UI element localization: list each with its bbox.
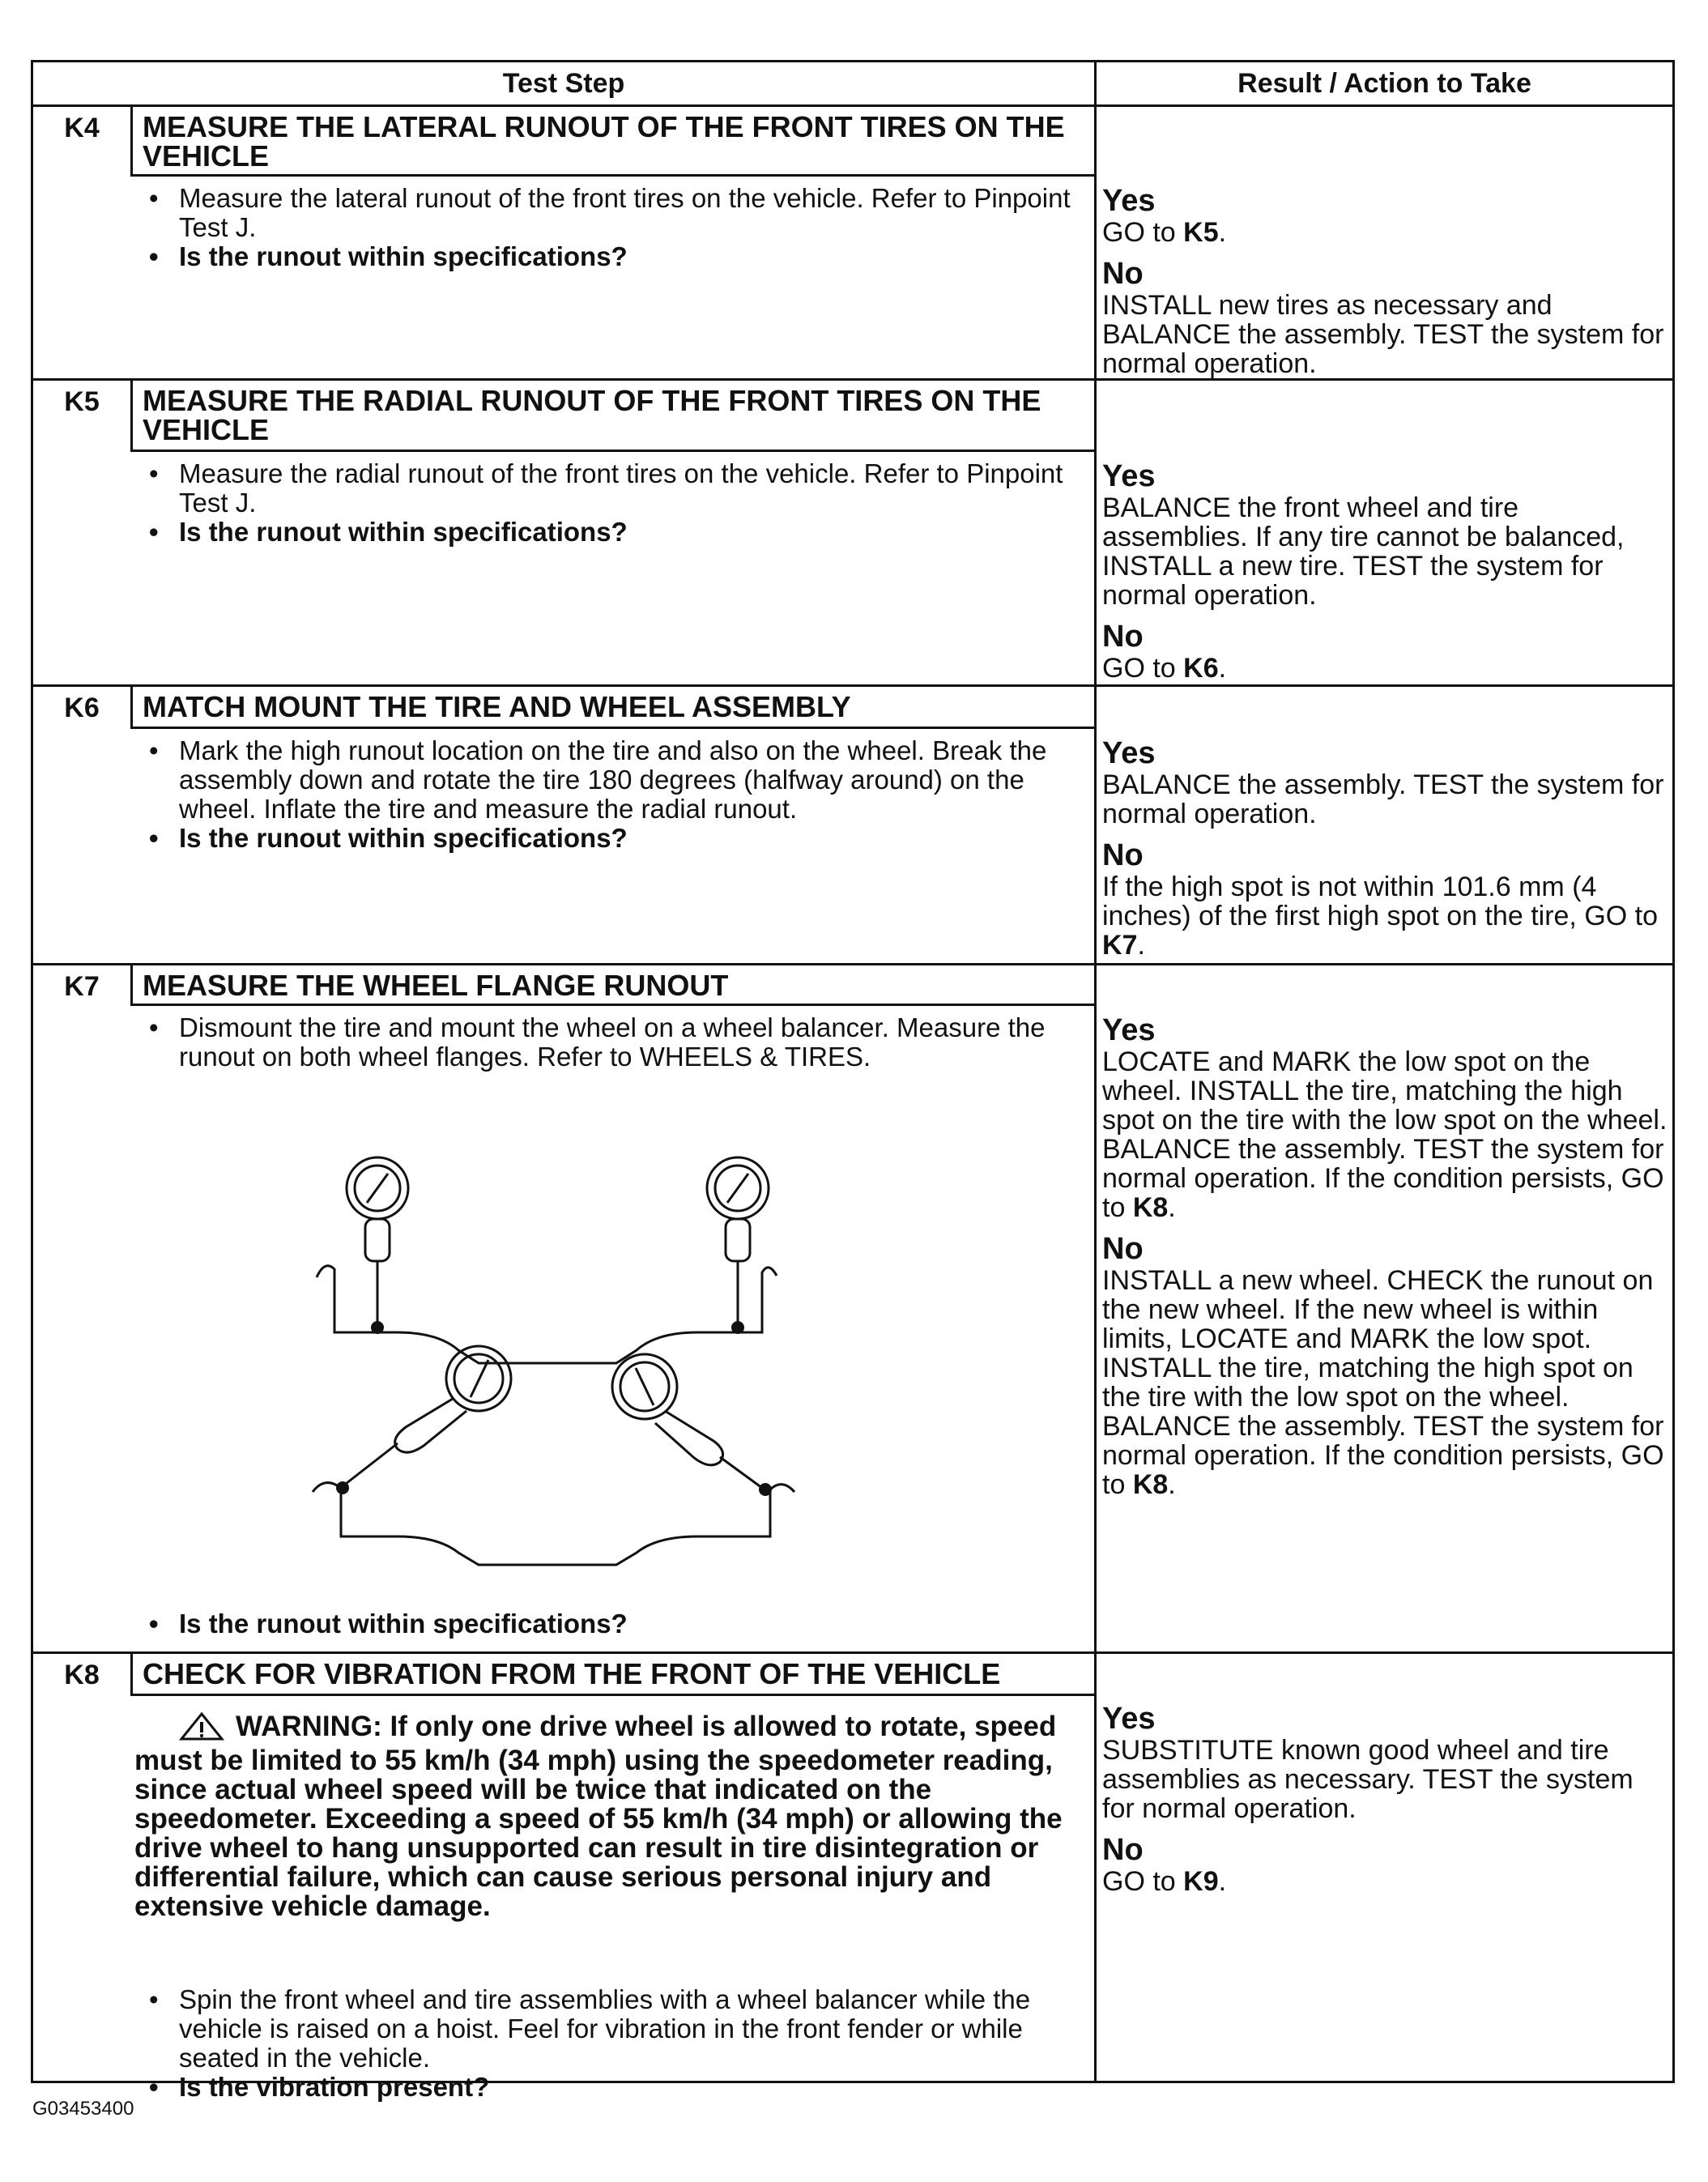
yes-action: GO to K5. bbox=[1102, 217, 1227, 248]
no-label: No bbox=[1102, 620, 1144, 654]
step-title-k5: MEASURE THE RADIAL RUNOUT OF THE FRONT TIRES ON THE VEHICLE bbox=[143, 384, 1041, 446]
step-id-k4: K4 bbox=[64, 113, 100, 143]
question-item: • Is the runout within specifications? bbox=[134, 824, 1106, 853]
result-k7 bbox=[1102, 1013, 1669, 1509]
yes-action: BALANCE the assembly. TEST the system for normal operation. bbox=[1102, 769, 1664, 829]
id-divider bbox=[130, 378, 133, 450]
figure-id: G03453400 bbox=[32, 2098, 134, 2120]
instruction-item: • Spin the front wheel and tire assemblies with a wheel balancer while the vehicle is raised on a hoist. Feel for vibration in the front fender or while seated in the vehicle. bbox=[134, 1985, 1106, 2073]
step-body-k5 bbox=[134, 459, 1106, 547]
yes-label: Yes bbox=[1102, 459, 1156, 493]
row-divider bbox=[33, 104, 1672, 107]
id-divider bbox=[130, 104, 133, 174]
result-k4 bbox=[1102, 184, 1669, 388]
step-id-k7: K7 bbox=[64, 971, 100, 1002]
no-label: No bbox=[1102, 838, 1144, 872]
yes-label: Yes bbox=[1102, 1013, 1156, 1047]
diagnostic-table bbox=[31, 60, 1675, 2102]
result-k8 bbox=[1102, 1702, 1669, 1906]
title-divider bbox=[130, 1694, 1094, 1696]
step-body-k8 bbox=[134, 1985, 1106, 2102]
question-item: • Is the vibration present? bbox=[134, 2073, 1106, 2102]
title-divider bbox=[130, 174, 1094, 177]
step-question-k7 bbox=[134, 1609, 1106, 1639]
column-divider bbox=[1094, 62, 1097, 2081]
header-test-step: Test Step bbox=[502, 67, 625, 99]
no-action: GO to K6. bbox=[1102, 653, 1227, 684]
safety-warning: WARNING: If only one drive wheel is allowed to rotate, speed must be limited to 55 km/h (34 mph) using the speedometer reading, since actual wheel speed will be twice that indicated on the speedometer. Exceeding a speed of 55 km/h (34 mph) or allowing the drive wheel to hang unsupported can result in tire disintegration or differential failure, which can cause serious personal injury and extensive vehicle damage. bbox=[134, 1711, 1063, 1922]
question-item: • Is the runout within specifications? bbox=[134, 1609, 1106, 1639]
instruction-item: • Dismount the tire and mount the wheel on a wheel balancer. Measure the runout on both wheel flanges. Refer to WHEELS & TIRES. bbox=[134, 1013, 1106, 1072]
no-label: No bbox=[1102, 1232, 1144, 1266]
wheel-profile-bottom bbox=[313, 1483, 794, 1565]
yes-label: Yes bbox=[1102, 1702, 1156, 1736]
result-k5 bbox=[1102, 459, 1669, 693]
instruction-item: • Measure the lateral runout of the front tires on the vehicle. Refer to Pinpoint Test J. bbox=[134, 184, 1106, 242]
wheel-profile-top bbox=[317, 1266, 777, 1363]
yes-label: Yes bbox=[1102, 736, 1156, 770]
row-divider bbox=[33, 378, 1672, 381]
yes-action: BALANCE the front wheel and tire assemblies. If any tire cannot be balanced, INSTALL a new tire. TEST the system for normal operation. bbox=[1102, 492, 1625, 611]
step-title-k7: MEASURE THE WHEEL FLANGE RUNOUT bbox=[143, 969, 729, 1002]
row-divider bbox=[33, 684, 1672, 687]
question-item: • Is the runout within specifications? bbox=[134, 242, 1106, 271]
row-divider bbox=[33, 1651, 1672, 1654]
id-divider bbox=[130, 1651, 133, 1694]
step-id-k6: K6 bbox=[64, 693, 100, 723]
yes-action: SUBSTITUTE known good wheel and tire assemblies as necessary. TEST the system for normal operation. bbox=[1102, 1735, 1633, 1824]
step-body-k6 bbox=[134, 736, 1106, 853]
yes-action: LOCATE and MARK the low spot on the wheel. INSTALL the tire, matching the high spot on the tire with the low spot on the wheel. BALANCE the assembly. TEST the system for normal operation. If the condition persists, GO to K8. bbox=[1102, 1046, 1668, 1223]
no-action: INSTALL a new wheel. CHECK the runout on the new wheel. If the new wheel is within limits, LOCATE and MARK the low spot. INSTALL the tire, matching the high spot on the tire with the low spot on the wheel. BALANCE the assembly. TEST the system for normal operation. If the condition persists, GO to K8. bbox=[1102, 1265, 1664, 1500]
step-id-k8: K8 bbox=[64, 1660, 100, 1690]
id-divider bbox=[130, 963, 133, 1004]
question-item: • Is the runout within specifications? bbox=[134, 518, 1106, 547]
result-k6 bbox=[1102, 736, 1669, 970]
no-action: If the high spot is not within 101.6 mm (4 inches) of the first high spot on the tire, GO to K7. bbox=[1102, 872, 1659, 961]
no-label: No bbox=[1102, 257, 1144, 291]
title-divider bbox=[130, 1004, 1094, 1006]
warning-triangle-icon bbox=[179, 1711, 224, 1746]
row-divider bbox=[33, 963, 1672, 965]
step-body-k7 bbox=[134, 1013, 1106, 1072]
instruction-item: • Mark the high runout location on the tire and also on the wheel. Break the assembly down and rotate the tire 180 degrees (halfway around) on the wheel. Inflate the tire and measure the radial runout. bbox=[134, 736, 1106, 824]
step-title-k6: MATCH MOUNT THE TIRE AND WHEEL ASSEMBLY bbox=[143, 690, 851, 723]
step-title-k4: MEASURE THE LATERAL RUNOUT OF THE FRONT TIRES ON THE VEHICLE bbox=[143, 110, 1065, 173]
step-id-k5: K5 bbox=[64, 386, 100, 417]
no-action: GO to K9. bbox=[1102, 1866, 1227, 1897]
step-body-k4 bbox=[134, 184, 1106, 271]
no-action: INSTALL new tires as necessary and BALANCE the assembly. TEST the system for normal operation. bbox=[1102, 290, 1664, 379]
wheel-flange-runout-illustration bbox=[276, 1156, 859, 1593]
title-divider bbox=[130, 727, 1094, 729]
step-title-k8: CHECK FOR VIBRATION FROM THE FRONT OF THE VEHICLE bbox=[143, 1657, 1001, 1690]
instruction-item: • Measure the radial runout of the front tires on the vehicle. Refer to Pinpoint Test J. bbox=[134, 459, 1106, 518]
yes-label: Yes bbox=[1102, 184, 1156, 218]
no-label: No bbox=[1102, 1833, 1144, 1867]
id-divider bbox=[130, 684, 133, 727]
header-result-action: Result / Action to Take bbox=[1237, 67, 1531, 99]
title-divider bbox=[130, 450, 1094, 452]
